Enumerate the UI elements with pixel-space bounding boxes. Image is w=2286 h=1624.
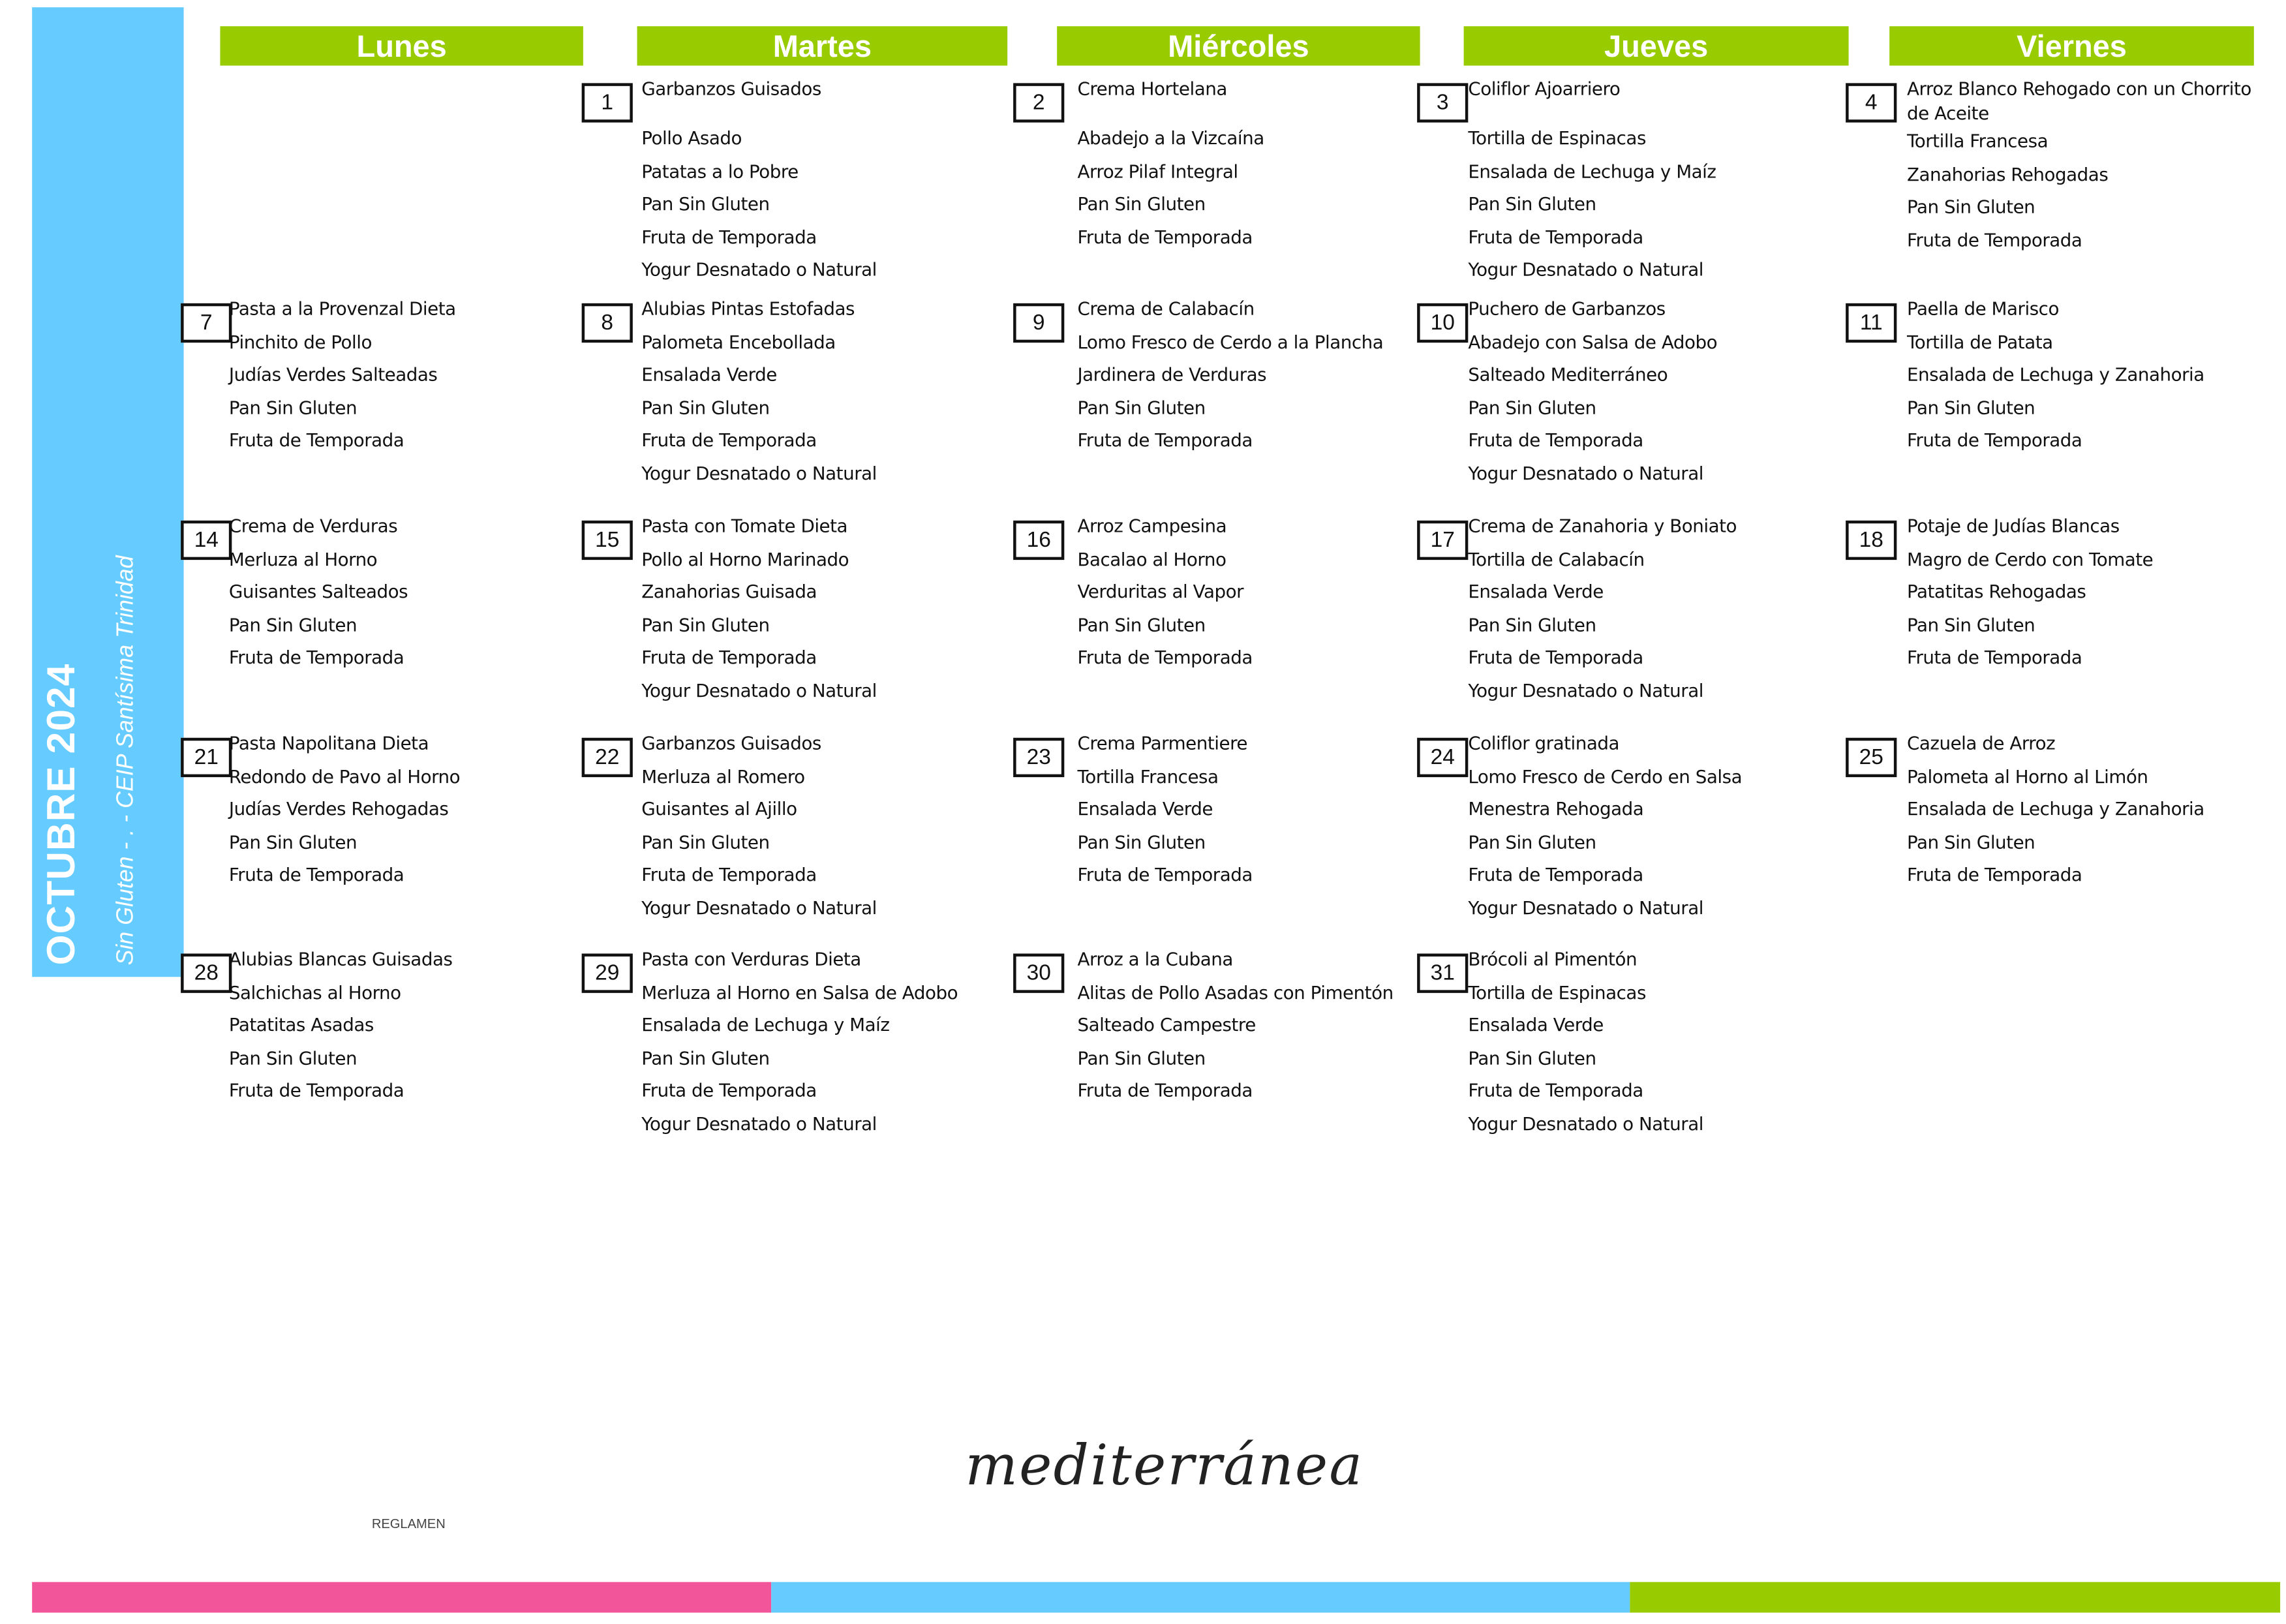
day-number: 28 [181, 953, 232, 992]
menu-item: Pan Sin Gluten [1077, 831, 1206, 853]
day-number: 2 [1013, 83, 1064, 122]
menu-item: Pan Sin Gluten [641, 396, 770, 418]
day-number: 17 [1417, 521, 1468, 560]
menu-item: Ensalada de Lechuga y Maíz [1468, 160, 1716, 182]
day-menu [641, 293, 877, 491]
day-menu [1468, 73, 1716, 288]
day-number: 21 [181, 738, 232, 777]
day-menu [1077, 73, 1264, 254]
menu-item: Abadejo con Salsa de Adobo [1468, 330, 1718, 352]
month-title: OCTUBRE 2024 [39, 663, 84, 966]
menu-item: Pinchito de Pollo [228, 330, 373, 352]
menu-item: Fruta de Temporada [228, 863, 404, 886]
menu-item: Zanahorias Rehogadas [1906, 162, 2109, 185]
menu-item: Fruta de Temporada [1906, 228, 2082, 251]
day-number: 30 [1013, 953, 1064, 992]
menu-item: Yogur Desnatado o Natural [1468, 1112, 1704, 1135]
footer-bar-blue [771, 1582, 1630, 1613]
menu-item: Fruta de Temporada [1906, 429, 2082, 452]
menu-item: Fruta de Temporada [1906, 863, 2082, 886]
menu-item: Pan Sin Gluten [1468, 1047, 1596, 1069]
day-number: 1 [582, 83, 633, 122]
menu-item: Pan Sin Gluten [1468, 396, 1596, 418]
menu-item: Merluza al Romero [641, 765, 805, 787]
menu-item: Yogur Desnatado o Natural [641, 462, 877, 484]
menu-item: Pan Sin Gluten [228, 396, 358, 418]
menu-item: Ensalada de Lechuga y Maíz [641, 1013, 890, 1036]
day-number: 24 [1417, 738, 1468, 777]
menu-item: Tortilla de Patata [1906, 330, 2053, 352]
menu-item: Menestra Rehogada [1468, 797, 1644, 820]
menu-item: Pasta Napolitana Dieta [228, 731, 429, 754]
menu-item: Salteado Mediterráneo [1468, 363, 1668, 386]
menu-item: Pollo Asado [641, 127, 742, 149]
menu-item: Pan Sin Gluten [228, 613, 358, 636]
day-menu [641, 943, 958, 1141]
menu-item: Fruta de Temporada [1077, 863, 1253, 886]
menu-item: Pan Sin Gluten [1906, 613, 2035, 636]
day-number: 25 [1846, 738, 1897, 777]
menu-item: Yogur Desnatado o Natural [641, 1112, 877, 1135]
menu-item: Patatitas Asadas [228, 1013, 374, 1036]
menu-item: Magro de Cerdo con Tomate [1906, 547, 2154, 570]
menu-item: Yogur Desnatado o Natural [1468, 896, 1704, 919]
menu-item: Crema de Zanahoria y Boniato [1468, 514, 1737, 537]
menu-item: Yogur Desnatado o Natural [641, 896, 877, 919]
menu-item: Guisantes al Ajillo [641, 797, 797, 820]
menu-item: Brócoli al Pimentón [1468, 947, 1638, 970]
mediterranea-logo: mediterránea [965, 1433, 1364, 1498]
day-menu [641, 510, 877, 708]
menu-item: Ensalada Verde [1468, 1013, 1604, 1036]
menu-item: Fruta de Temporada [1077, 226, 1253, 248]
menu-item: Fruta de Temporada [1468, 1079, 1643, 1102]
day-menu [1077, 728, 1252, 892]
menu-item: Salchichas al Horno [228, 981, 401, 1003]
menu-item: Pasta con Tomate Dieta [641, 514, 848, 537]
day-menu [1907, 293, 2204, 457]
footer-bar-pink [32, 1582, 771, 1613]
menu-item: Yogur Desnatado o Natural [1468, 258, 1704, 281]
day-menu [229, 943, 453, 1108]
menu-item: Pan Sin Gluten [228, 1047, 358, 1069]
menu-item: Pan Sin Gluten [228, 831, 358, 853]
day-number: 15 [582, 521, 633, 560]
menu-item: Crema Hortelana [1077, 77, 1227, 99]
menu-item: Pan Sin Gluten [1906, 195, 2035, 218]
menu-item: Tortilla de Calabacín [1468, 547, 1645, 570]
menu-item: Fruta de Temporada [1077, 1079, 1253, 1102]
menu-item: Fruta de Temporada [1906, 646, 2082, 669]
day-menu [229, 728, 460, 892]
day-number: 22 [582, 738, 633, 777]
day-menu [1077, 510, 1252, 675]
menu-item: Paella de Marisco [1906, 297, 2059, 320]
menu-item: Fruta de Temporada [641, 863, 817, 886]
menu-item: Garbanzos Guisados [641, 731, 821, 754]
day-number: 3 [1417, 83, 1468, 122]
menu-item: Pan Sin Gluten [1077, 613, 1206, 636]
menu-item: Merluza al Horno en Salsa de Adobo [641, 981, 958, 1003]
menu-item: Fruta de Temporada [1468, 863, 1643, 886]
menu-item: Ensalada Verde [641, 363, 777, 386]
day-number: 10 [1417, 303, 1468, 343]
menu-item: Potaje de Judías Blancas [1906, 514, 2120, 537]
menu-item: Yogur Desnatado o Natural [641, 679, 877, 701]
menu-item: Puchero de Garbanzos [1468, 297, 1666, 320]
menu-item: Ensalada de Lechuga y Zanahoria [1906, 363, 2204, 386]
menu-item: Crema de Calabacín [1077, 297, 1255, 320]
menu-item: Yogur Desnatado o Natural [1468, 462, 1704, 484]
menu-item: Zanahorias Guisada [641, 580, 817, 603]
menu-item: Fruta de Temporada [641, 1079, 817, 1102]
day-number: 16 [1013, 521, 1064, 560]
menu-item: Salteado Campestre [1077, 1013, 1256, 1036]
day-menu [1077, 943, 1393, 1108]
day-number: 23 [1013, 738, 1064, 777]
menu-item: Coliflor gratinada [1468, 731, 1620, 754]
day-number: 31 [1417, 953, 1468, 992]
menu-item: Alubias Blancas Guisadas [228, 947, 453, 970]
day-menu [641, 73, 877, 288]
menu-item: Pan Sin Gluten [1077, 396, 1206, 418]
weekday-header: Martes [637, 26, 1008, 65]
menu-item: Tortilla de Espinacas [1468, 127, 1646, 149]
day-number: 8 [582, 303, 633, 343]
menu-item: Pasta a la Provenzal Dieta [228, 297, 456, 320]
menu-item: Fruta de Temporada [228, 1079, 404, 1102]
menu-item: Ensalada de Lechuga y Zanahoria [1906, 797, 2204, 820]
menu-item: Fruta de Temporada [641, 226, 817, 248]
menu-item: Fruta de Temporada [641, 646, 817, 669]
day-menu [641, 728, 877, 925]
menu-item: Crema de Verduras [228, 514, 398, 537]
weekday-header: Viernes [1889, 26, 2254, 65]
menu-item: Pan Sin Gluten [1468, 192, 1596, 215]
menu-item: Alitas de Pollo Asadas con Pimentón [1077, 981, 1394, 1003]
menu-item: Arroz a la Cubana [1077, 947, 1233, 970]
menu-item: Pan Sin Gluten [1906, 396, 2035, 418]
footer-bar-green [1630, 1582, 2280, 1613]
menu-item: Pan Sin Gluten [1468, 831, 1596, 853]
menu-item: Garbanzos Guisados [641, 77, 821, 99]
menu-item: Pan Sin Gluten [641, 613, 770, 636]
menu-item: Pan Sin Gluten [641, 1047, 770, 1069]
day-menu [1468, 293, 1717, 491]
menu-item: Pan Sin Gluten [641, 192, 770, 215]
menu-item: Arroz Campesina [1077, 514, 1227, 537]
menu-item: Tortilla de Espinacas [1468, 981, 1646, 1003]
menu-item: Merluza al Horno [228, 547, 378, 570]
day-menu [229, 510, 408, 675]
day-number: 11 [1846, 303, 1897, 343]
menu-item: Crema Parmentiere [1077, 731, 1248, 754]
menu-item: Alubias Pintas Estofadas [641, 297, 855, 320]
menu-item: Pan Sin Gluten [641, 831, 770, 853]
day-number: 7 [181, 303, 232, 343]
menu-item: Patatitas Rehogadas [1906, 580, 2086, 603]
menu-item: Arroz Blanco Rehogado con un Chorrito de Aceite [1906, 77, 2251, 124]
school-subtitle: Sin Gluten - . - CEIP Santísima Trinidad [114, 555, 139, 966]
day-menu [1468, 728, 1742, 925]
menu-item: Patatas a lo Pobre [641, 160, 799, 182]
day-number: 4 [1846, 83, 1897, 122]
day-number: 14 [181, 521, 232, 560]
menu-item: Coliflor Ajoarriero [1468, 77, 1621, 99]
menu-item: Redondo de Pavo al Horno [228, 765, 461, 787]
footer-note: REGLAMEN [371, 1516, 446, 1531]
menu-item: Pan Sin Gluten [1906, 831, 2035, 853]
day-number: 29 [582, 953, 633, 992]
menu-item: Fruta de Temporada [1468, 429, 1643, 452]
menu-item: Lomo Fresco de Cerdo en Salsa [1468, 765, 1743, 787]
menu-item: Fruta de Temporada [228, 429, 404, 452]
menu-item: Tortilla Francesa [1906, 129, 2049, 152]
menu-item: Fruta de Temporada [1077, 429, 1253, 452]
weekday-header: Lunes [220, 26, 583, 65]
menu-item: Pan Sin Gluten [1077, 192, 1206, 215]
menu-item: Ensalada Verde [1077, 797, 1213, 820]
weekday-header: Miércoles [1057, 26, 1420, 65]
menu-item: Palometa Encebollada [641, 330, 836, 352]
day-menu [1468, 943, 1703, 1141]
menu-item: Judías Verdes Rehogadas [228, 797, 449, 820]
day-menu [1907, 510, 2153, 675]
menu-item: Pan Sin Gluten [1077, 1047, 1206, 1069]
menu-item: Cazuela de Arroz [1906, 731, 2056, 754]
day-menu [229, 293, 456, 457]
menu-item: Jardinera de Verduras [1077, 363, 1267, 386]
menu-item: Verduritas al Vapor [1077, 580, 1244, 603]
menu-item: Judías Verdes Salteadas [228, 363, 438, 386]
day-menu [1468, 510, 1737, 708]
menu-item: Fruta de Temporada [641, 429, 817, 452]
menu-item: Bacalao al Horno [1077, 547, 1227, 570]
weekday-header: Jueves [1464, 26, 1849, 65]
day-menu [1907, 76, 2272, 257]
menu-item: Abadejo a la Vizcaína [1077, 127, 1264, 149]
menu-item: Fruta de Temporada [1468, 646, 1643, 669]
menu-item: Lomo Fresco de Cerdo a la Plancha [1077, 330, 1384, 352]
menu-item: Yogur Desnatado o Natural [641, 258, 877, 281]
menu-item: Tortilla Francesa [1077, 765, 1219, 787]
menu-item: Ensalada Verde [1468, 580, 1604, 603]
menu-item: Pasta con Verduras Dieta [641, 947, 861, 970]
menu-item: Arroz Pilaf Integral [1077, 160, 1238, 182]
day-menu [1077, 293, 1383, 457]
day-menu [1907, 728, 2204, 892]
menu-item: Pollo al Horno Marinado [641, 547, 849, 570]
menu-item: Pan Sin Gluten [1468, 613, 1596, 636]
menu-item: Palometa al Horno al Limón [1906, 765, 2148, 787]
menu-item: Fruta de Temporada [1468, 226, 1643, 248]
menu-item: Fruta de Temporada [1077, 646, 1253, 669]
menu-item: Yogur Desnatado o Natural [1468, 679, 1704, 701]
menu-item: Fruta de Temporada [228, 646, 404, 669]
day-number: 9 [1013, 303, 1064, 343]
menu-item: Guisantes Salteados [228, 580, 408, 603]
day-number: 18 [1846, 521, 1897, 560]
